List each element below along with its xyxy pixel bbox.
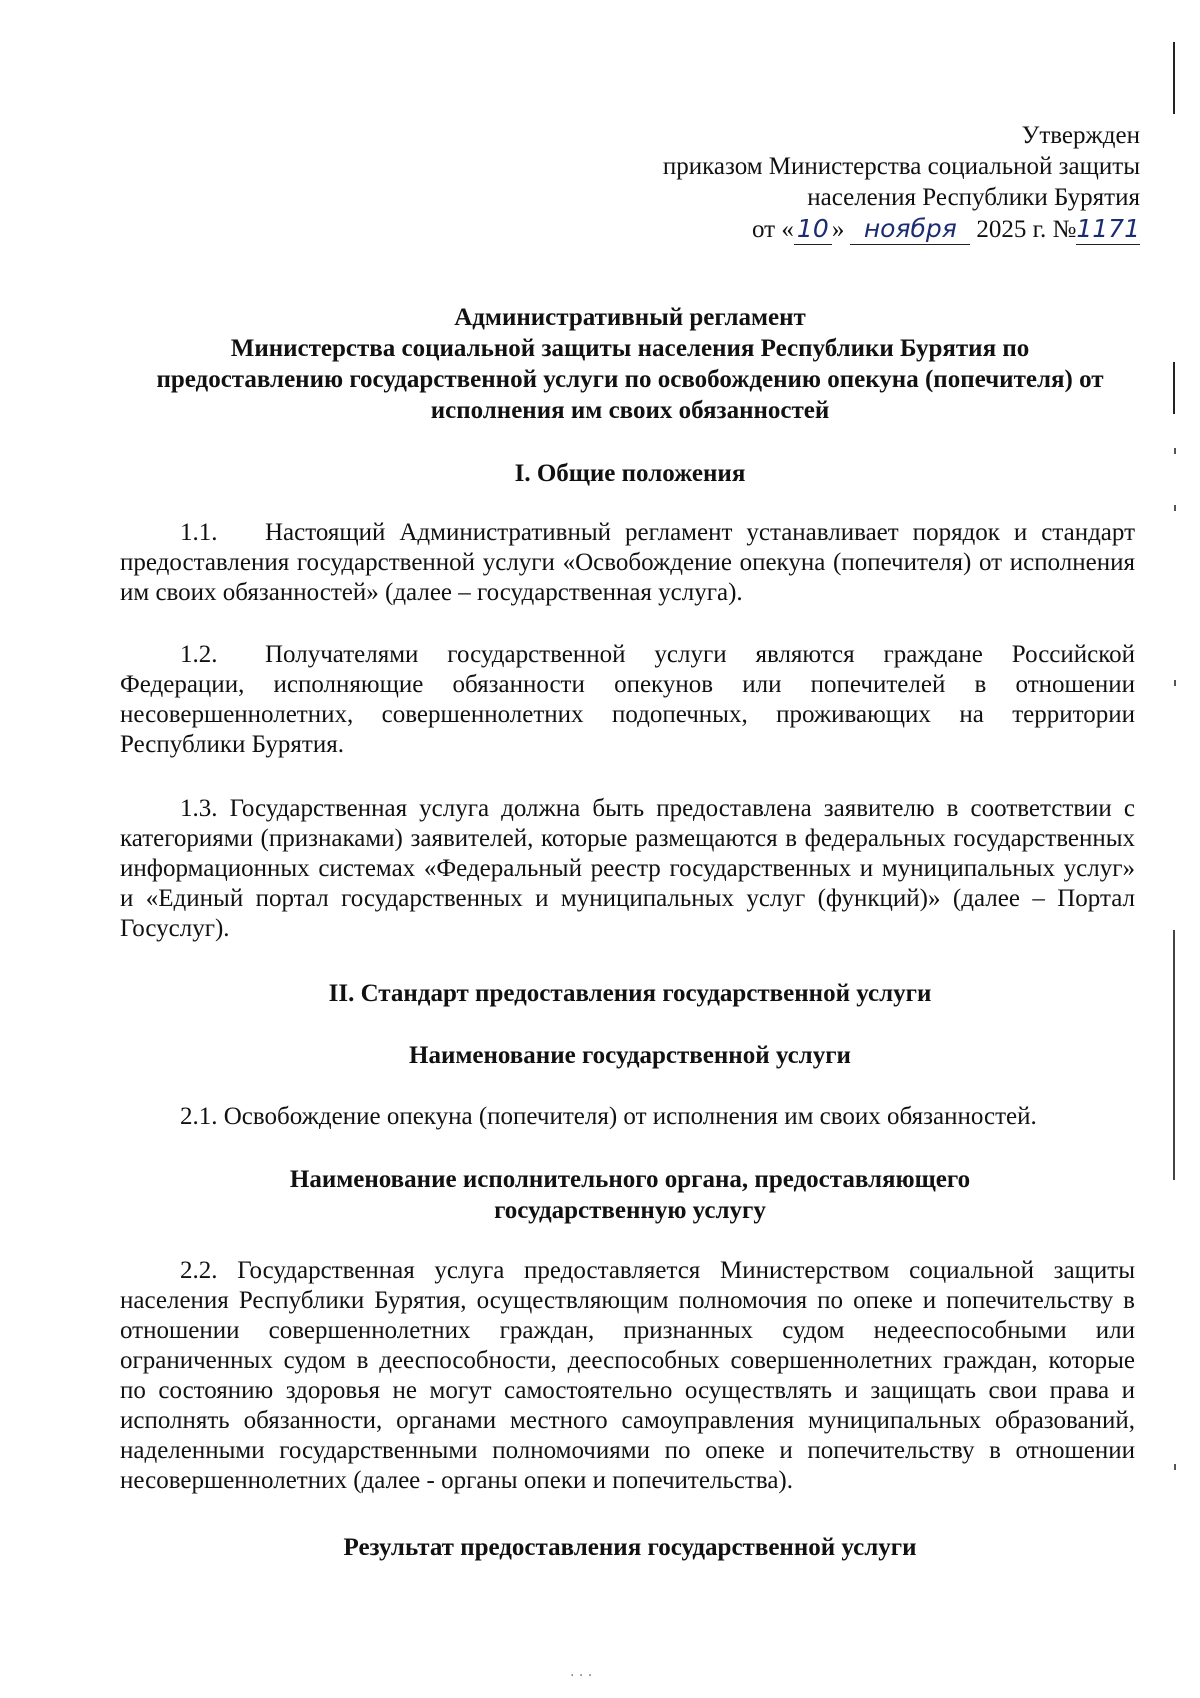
scan-edge-tick [1174,1464,1176,1470]
date-year: 2025 г. № [976,216,1077,243]
paragraph-1-2-text: Получателями государственной услуги являются граждане Российской Федерации, исполняющие обязанности опекунов или попечителей в отношении несовершеннолетних, совершеннолетних подопечных, проживающих на территории Республики Бурятия. [120,641,1135,758]
paragraph-2-1: 2.1. Освобождение опекуна (попечителя) от исполнения им своих обязанностей. [180,1103,1037,1130]
title-line-2: Министерства социальной защиты населения Республики Бурятия по [230,335,1030,362]
document-title [120,302,1140,426]
approval-block [663,120,1140,245]
paragraph-1-3: 1.3. Государственная услуга должна быть предоставлена заявителю в соответствии с категориями (признаками) заявителей, которые размещаются в федеральных государственных информационных системах «Федеральный реестр государственных и муниципальных услуг» и «Единый портал государственных и муниципальных услуг (функций)» (далее – Портал Госуслуг). [120,795,1135,942]
section-2-heading: II. Стандарт предоставления государственной услуги [328,980,932,1007]
paragraph-1-1-number: 1.1. [180,519,218,546]
scan-edge-tick [1174,448,1176,454]
paragraph-1-2-number: 1.2. [180,641,218,668]
scan-artifact-dots: · · · [570,1668,593,1684]
paragraph-1-1 [120,518,1135,608]
title-line-4: исполнения им своих обязанностей [430,397,830,424]
section-1-heading: I. Общие положения [514,460,746,487]
subheading-executive-body-line-1: Наименование исполнительного органа, предоставляющего [289,1166,971,1193]
approval-line-1: Утвержден [1021,122,1140,149]
scan-edge-tick [1174,680,1176,686]
paragraph-1-1-text: Настоящий Административный регламент устанавливает порядок и стандарт предоставления государственной услуги «Освобождение опекуна (попечителя) от исполнения им своих обязанностей» (далее – государственная услуга). [120,519,1135,606]
paragraph-1-2 [120,640,1135,760]
subheading-executive-body-line-2: государственную услугу [494,1197,766,1224]
subheading-service-name: Наименование государственной услуги [409,1042,851,1069]
approval-line-3: населения Республики Бурятия [807,184,1140,211]
approval-line-2: приказом Министерства социальной защиты [662,153,1140,180]
scan-edge-mark [1173,42,1175,114]
date-mid: » [831,216,845,243]
scan-edge-mark [1173,362,1175,414]
paragraph-2-2: 2.2. Государственная услуга предоставляется Министерством социальной защиты населения Республики Бурятия, осуществляющим полномочия по опеке и попечительству в отношении совершеннолетних граждан, признанных судом недееспособными или ограниченных судом в дееспособности, дееспособных совершеннолетних граждан, которые по состоянию здоровья не могут самостоятельно осуществлять и защищать свои права и исполнять обязанности, органами местного самоуправления муниципальных образований, наделенными государственными полномочиями по опеке и попечительству в отношении несовершеннолетних (далее - органы опеки и попечительства). [120,1257,1135,1494]
approval-date-line [663,213,1140,245]
title-line-1: Административный регламент [454,304,806,331]
scan-edge-mark [1173,930,1175,1180]
subheading-service-result: Результат предоставления государственной услуги [343,1534,917,1561]
date-prefix: от « [751,216,794,243]
scan-edge-tick [1174,505,1176,511]
date-month-handwritten: ноября [850,213,970,245]
date-day-handwritten: 10 [794,213,832,245]
subheading-executive-body [120,1164,1140,1226]
title-line-3: предоставлению государственной услуги по освобождению опекуна (попечителя) от [156,366,1104,393]
order-number-handwritten: 1171 [1076,214,1140,243]
